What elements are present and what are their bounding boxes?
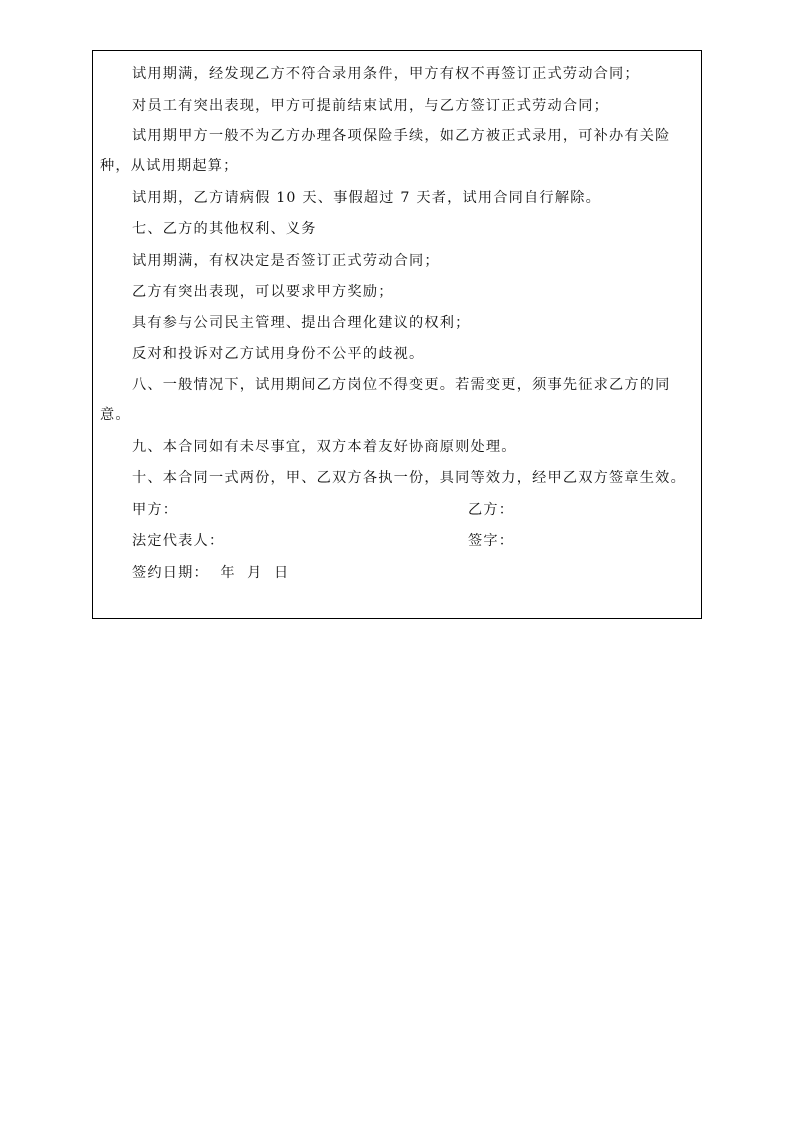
section-eight	[93, 370, 703, 430]
clause-management	[93, 308, 742, 338]
section-text: 十、本合同一式两份，甲、乙双方各执一份，具同等效力，经甲乙双方签章生效。	[132, 470, 686, 486]
clause-text: 试用期满，有权决定是否签订正式劳动合同；	[132, 253, 440, 269]
signature-label: 签字：	[468, 533, 515, 549]
clause-early-end	[93, 91, 742, 121]
legal-representative-label: 法定代表人：	[132, 533, 225, 549]
clause-reward	[93, 277, 742, 307]
clause-text: 试用期，乙方请病假 10 天、事假超过 7 天者，试用合同自行解除。	[132, 190, 601, 206]
section-text-line2: 意。	[100, 407, 131, 423]
section-nine	[93, 432, 742, 462]
clause-text-line2: 种，从试用期起算；	[100, 158, 239, 174]
section-heading: 七、乙方的其他权利、义务	[132, 221, 317, 237]
clause-text: 对员工有突出表现，甲方可提前结束试用，与乙方签订正式劳动合同；	[132, 98, 610, 114]
clause-insurance	[93, 121, 703, 181]
clause-text: 具有参与公司民主管理、提出合理化建议的权利；	[132, 315, 471, 331]
party-b-label: 乙方：	[468, 502, 515, 518]
section-seven-heading	[93, 214, 742, 244]
clause-text: 反对和投诉对乙方试用身份不公平的歧视。	[132, 346, 425, 362]
clause-leave	[93, 183, 742, 213]
clause-discrimination	[93, 339, 742, 369]
clause-probation-end-not-qualified	[93, 59, 742, 89]
clause-right-sign	[93, 246, 742, 276]
party-a-label: 甲方：	[132, 502, 179, 518]
clause-text: 试用期满，经发现乙方不符合录用条件，甲方有权不再签订正式劳动合同；	[132, 66, 640, 82]
section-ten	[93, 463, 742, 493]
section-text: 九、本合同如有未尽事宜，双方本着友好协商原则处理。	[132, 439, 517, 455]
signing-date-label: 签约日期： 年 月 日	[132, 565, 290, 581]
contract-table-cell	[92, 50, 702, 619]
clause-text: 乙方有突出表现，可以要求甲方奖励；	[132, 284, 394, 300]
clause-text-line1: 试用期甲方一般不为乙方办理各项保险手续，如乙方被正式录用，可补办有关险	[132, 128, 671, 144]
section-text-line1: 八、一般情况下，试用期间乙方岗位不得变更。若需变更，须事先征求乙方的同	[132, 377, 671, 393]
